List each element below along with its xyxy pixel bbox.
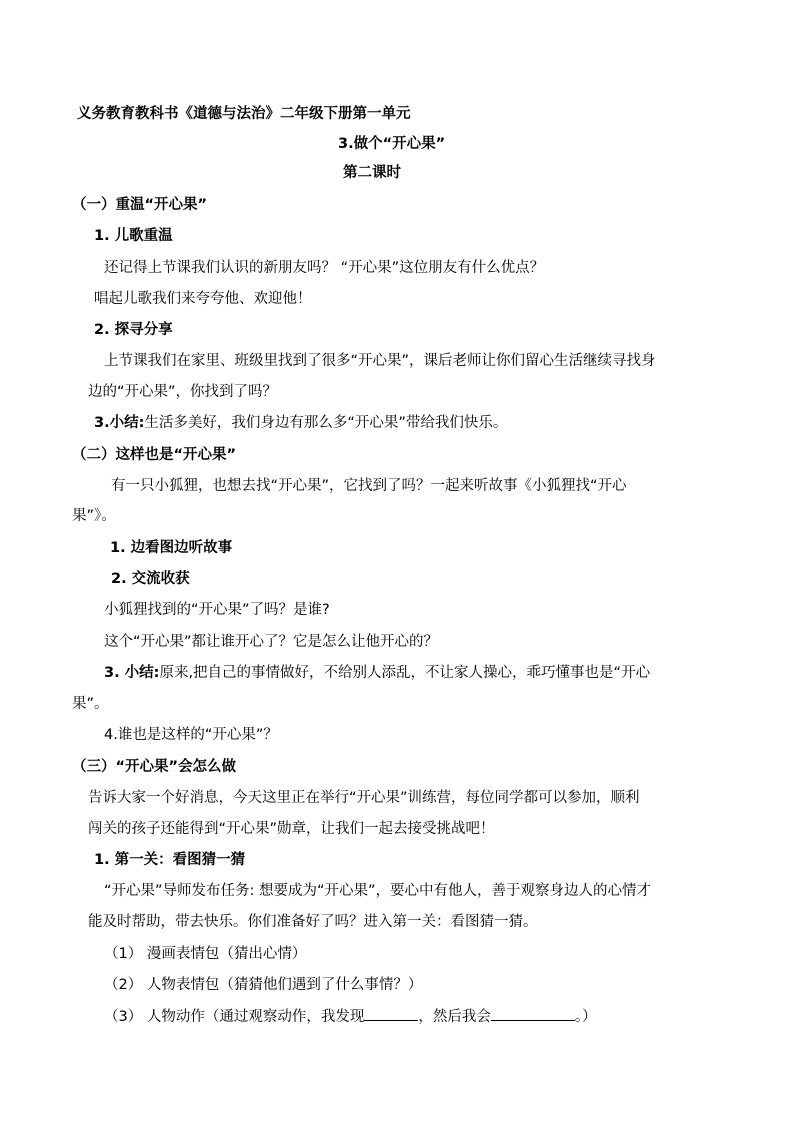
section-3-intro-line-1: 告诉大家一个好消息，今天这里正在举行“开心果”训练营，每位同学都可以参加，顺利 <box>88 790 640 806</box>
section-2-intro-line-2: 果”》。 <box>72 508 116 524</box>
section-3-task-line-1: “开心果”导师发布任务: 想要成为“开心果”，要心中有他人，善于观察身边人的心情才 <box>104 883 652 899</box>
section-3-sub-item-1: （1） 漫画表情包（猜出心情） <box>104 946 307 962</box>
section-2-item-4: 4.谁也是这样的“开心果”？ <box>104 727 278 743</box>
section-3-sub-item-3 <box>104 1006 597 1027</box>
section-3-sub-item-2: （2） 人物表情包（猜猜他们遇到了什么事情？） <box>104 977 423 993</box>
document-title: 3.做个“开心果” <box>338 136 446 152</box>
document-subtitle: 第二课时 <box>343 165 401 181</box>
section-3-sub-item-3-part-c: 。） <box>574 1009 597 1025</box>
section-1-summary <box>94 413 507 433</box>
section-2-question-1: 小狐狸找到的“开心果”了吗？是谁? <box>104 602 330 618</box>
section-2-item-1-heading: 1. 边看图边听故事 <box>110 540 233 556</box>
answer-blank-observation[interactable] <box>364 1006 418 1021</box>
section-1-heading: （一）重温“开心果” <box>72 197 208 213</box>
section-2-intro-line-1: 有一只小狐狸，也想去找“开心果”，它找到了吗？一起来听故事《小狐狸找“开心 <box>111 478 627 494</box>
document-header: 义务教育教科书《道德与法治》二年级下册第一单元 <box>77 106 411 122</box>
section-1-item-1-paragraph-1: 还记得上节课我们认识的新朋友吗？ “开心果”这位朋友有什么优点？ <box>104 260 545 276</box>
section-2-heading: （二）这样也是“开心果” <box>72 447 237 463</box>
section-3-intro-line-2: 闯关的孩子还能得到“开心果”勋章，让我们一起去接受挑战吧！ <box>88 821 495 837</box>
section-1-item-2-paragraph-line-2: 边的“开心果”，你找到了吗？ <box>88 384 278 400</box>
section-1-item-2-heading: 2. 探寻分享 <box>94 322 173 338</box>
section-3-heading: （三）“开心果”会怎么做 <box>72 759 237 775</box>
section-1-summary-label: 3.小结: <box>94 415 145 431</box>
section-1-item-1-paragraph-2: 唱起儿歌我们来夸夸他、欢迎他！ <box>94 291 312 307</box>
section-3-item-1-heading: 1. 第一关：看图猜一猜 <box>94 852 246 868</box>
section-1-item-2-paragraph-line-1: 上节课我们在家里、班级里找到了很多“开心果”，课后老师让你们留心生活继续寻找身 <box>104 353 656 369</box>
section-2-item-2-heading: 2. 交流收获 <box>111 571 190 587</box>
section-2-summary-label: 3. 小结: <box>104 665 160 681</box>
section-2-summary-line-1 <box>104 663 650 683</box>
section-1-item-1-heading: 1. 儿歌重温 <box>94 228 173 244</box>
section-3-task-line-2: 能及时帮助，带去快乐。你们准备好了吗？进入第一关：看图猜一猜。 <box>88 914 538 930</box>
section-3-sub-item-3-part-b: ，然后我会 <box>418 1009 491 1025</box>
section-2-summary-text: 原来,把自己的事情做好，不给别人添乱，不让家人操心，乖巧懂事也是“开心 <box>159 665 651 681</box>
section-1-summary-text: 生活多美好，我们身边有那么多“开心果”带给我们快乐。 <box>144 415 508 431</box>
answer-blank-action[interactable] <box>491 1006 575 1021</box>
section-3-sub-item-3-part-a: （3） 人物动作（通过观察动作，我发现 <box>104 1009 365 1025</box>
section-2-question-2: 这个“开心果”都让谁开心了？它是怎么让他开心的？ <box>104 634 439 650</box>
section-2-summary-line-2: 果”。 <box>72 696 109 712</box>
